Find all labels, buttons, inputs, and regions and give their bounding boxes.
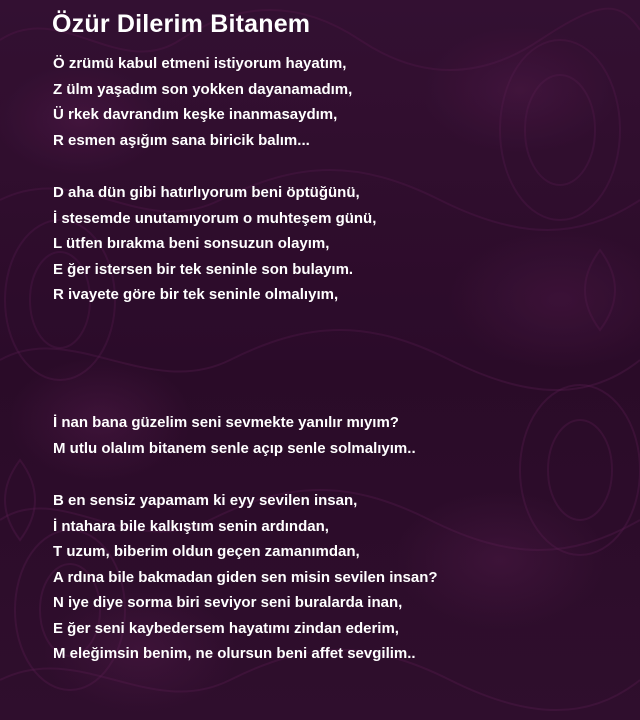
poem-line: E ğer seni kaybedersem hayatımı zindan ederim, — [53, 619, 399, 637]
poem-line: T uzum, biberim oldun geçen zamanımdan, — [53, 543, 360, 560]
poem-title: Özür Dilerim Bitanem — [52, 10, 311, 38]
poem-line: Z ülm yaşadım son yokken dayanamadım, — [53, 80, 353, 98]
poem-line: D aha dün gibi hatırlıyorum beni öptüğünü, — [53, 184, 360, 201]
stanza-4 — [53, 488, 438, 667]
poem-line: İ stesemde unutamıyorum o muhteşem günü, — [53, 209, 377, 227]
poem-line: E ğer istersen bir tek seninle son bulayım. — [53, 260, 354, 278]
poem-line: Ö zrümü kabul etmeni istiyorum hayatım, — [53, 55, 347, 72]
poem-line: İ ntahara bile kalkıştım senin ardından, — [53, 517, 329, 535]
poem-line: Ü rkek davrandım keşke inanmasaydım, — [53, 106, 338, 123]
poem-line: L ütfen bırakma beni sonsuzun olayım, — [53, 235, 330, 252]
poem-line: B en sensiz yapamam ki eyy sevilen insan, — [53, 492, 358, 509]
stanza-1 — [53, 51, 352, 153]
poem-line: A rdına bile bakmadan giden sen misin sevilen insan? — [53, 568, 438, 586]
poem-line: İ nan bana güzelim seni sevmekte yanılır mıyım? — [53, 414, 399, 431]
stanza-2 — [53, 180, 376, 308]
poem-line: M eleğimsin benim, ne olursun beni affet sevgilim.. — [53, 645, 416, 662]
poem-line: R ivayete göre bir tek seninle olmalıyım, — [53, 286, 339, 303]
poem-line: M utlu olalım bitanem senle açıp senle solmalıyım.. — [53, 439, 416, 457]
stanza-3 — [53, 410, 416, 461]
poem-line: N iye diye sorma biri seviyor seni buralarda inan, — [53, 594, 403, 611]
poem-line: R esmen aşığım sana biricik balım... — [53, 131, 310, 149]
